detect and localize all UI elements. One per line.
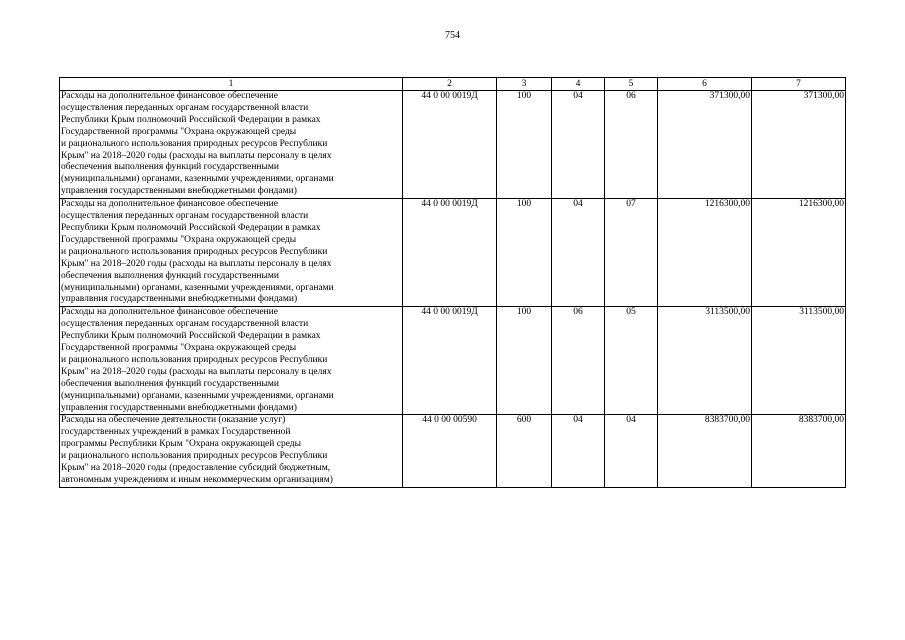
row-amount-col7: 371300,00 bbox=[752, 91, 846, 199]
header-col-5: 5 bbox=[605, 78, 658, 91]
row-col5: 06 bbox=[605, 91, 658, 199]
header-col-3: 3 bbox=[497, 78, 552, 91]
table-row bbox=[60, 91, 846, 199]
row-col4: 04 bbox=[552, 199, 605, 307]
row-amount-col6: 371300,00 bbox=[658, 91, 752, 199]
row-amount-col6: 8383700,00 bbox=[658, 415, 752, 487]
row-col3: 100 bbox=[497, 199, 552, 307]
row-code: 44 0 00 0019Д bbox=[403, 199, 497, 307]
table-row bbox=[60, 307, 846, 415]
row-col4: 04 bbox=[552, 415, 605, 487]
header-col-1: 1 bbox=[60, 78, 403, 91]
row-amount-col7: 1216300,00 bbox=[752, 199, 846, 307]
row-col5: 07 bbox=[605, 199, 658, 307]
row-amount-col6: 1216300,00 bbox=[658, 199, 752, 307]
table-header-row bbox=[60, 78, 846, 91]
row-col4: 04 bbox=[552, 91, 605, 199]
row-col3: 100 bbox=[497, 307, 552, 415]
row-description: Расходы на обеспечение деятельности (оказание услуг) государственных учреждений в рамках Государственной программы Республики Крым "Охрана окружающей среды и рационального использования природных ресурсов Республики Крым" на 2018–2020 годы (предоставление субсидий бюджетным, автономным учреждениям и иным некоммерческим организациям) bbox=[60, 415, 403, 487]
header-col-4: 4 bbox=[552, 78, 605, 91]
row-col3: 600 bbox=[497, 415, 552, 487]
row-description: Расходы на дополнительное финансовое обеспечение осуществления переданных органам государственной власти Республики Крым полномочий Российской Федерации в рамках Государственной программы "Охрана окружающей среды и рационального использования природных ресурсов Республики Крым" на 2018–2020 годы (расходы на выплаты персоналу в целях обеспечения выполнения функций государственными (муниципальными) органами, казенными учреждениями, органами управления государственными внебюджетными фондами) bbox=[60, 91, 403, 199]
row-code: 44 0 00 0019Д bbox=[403, 307, 497, 415]
row-amount-col7: 3113500,00 bbox=[752, 307, 846, 415]
row-description: Расходы на дополнительное финансовое обеспечение осуществления переданных органам государственной власти Республики Крым полномочий Российской Федерации в рамках Государственной программы "Охрана окружающей среды и рационального использования природных ресурсов Республики Крым" на 2018–2020 годы (расходы на выплаты персоналу в целях обеспечения выполнения функций государственными (муниципальными) органами, казенными учреждениями, органами управлвния государственными внебюджетными фондами) bbox=[60, 199, 403, 307]
row-code: 44 0 00 00590 bbox=[403, 415, 497, 487]
row-amount-col6: 3113500,00 bbox=[658, 307, 752, 415]
header-col-7: 7 bbox=[752, 78, 846, 91]
row-col5: 05 bbox=[605, 307, 658, 415]
row-amount-col7: 8383700,00 bbox=[752, 415, 846, 487]
budget-table bbox=[59, 77, 846, 488]
header-col-6: 6 bbox=[658, 78, 752, 91]
header-col-2: 2 bbox=[403, 78, 497, 91]
row-description: Расходы на дополнительное финансовое обеспечение осуществления переданных органам государственной власти Республики Крым полномочий Российской Федерации в рамках Государственной программы "Охрана окружающей среды и рационального использования природных ресурсов Республики Крым" на 2018–2020 годы (расходы на выплаты персоналу в целях обеспечения выполнения функций государственными (муниципальными) органами, казенными учреждениями, органами управления государственными внебюджетными фондами) bbox=[60, 307, 403, 415]
row-code: 44 0 00 0019Д bbox=[403, 91, 497, 199]
row-col4: 06 bbox=[552, 307, 605, 415]
table-row bbox=[60, 415, 846, 487]
page-number: 754 bbox=[445, 30, 460, 41]
row-col5: 04 bbox=[605, 415, 658, 487]
row-col3: 100 bbox=[497, 91, 552, 199]
table-row bbox=[60, 199, 846, 307]
